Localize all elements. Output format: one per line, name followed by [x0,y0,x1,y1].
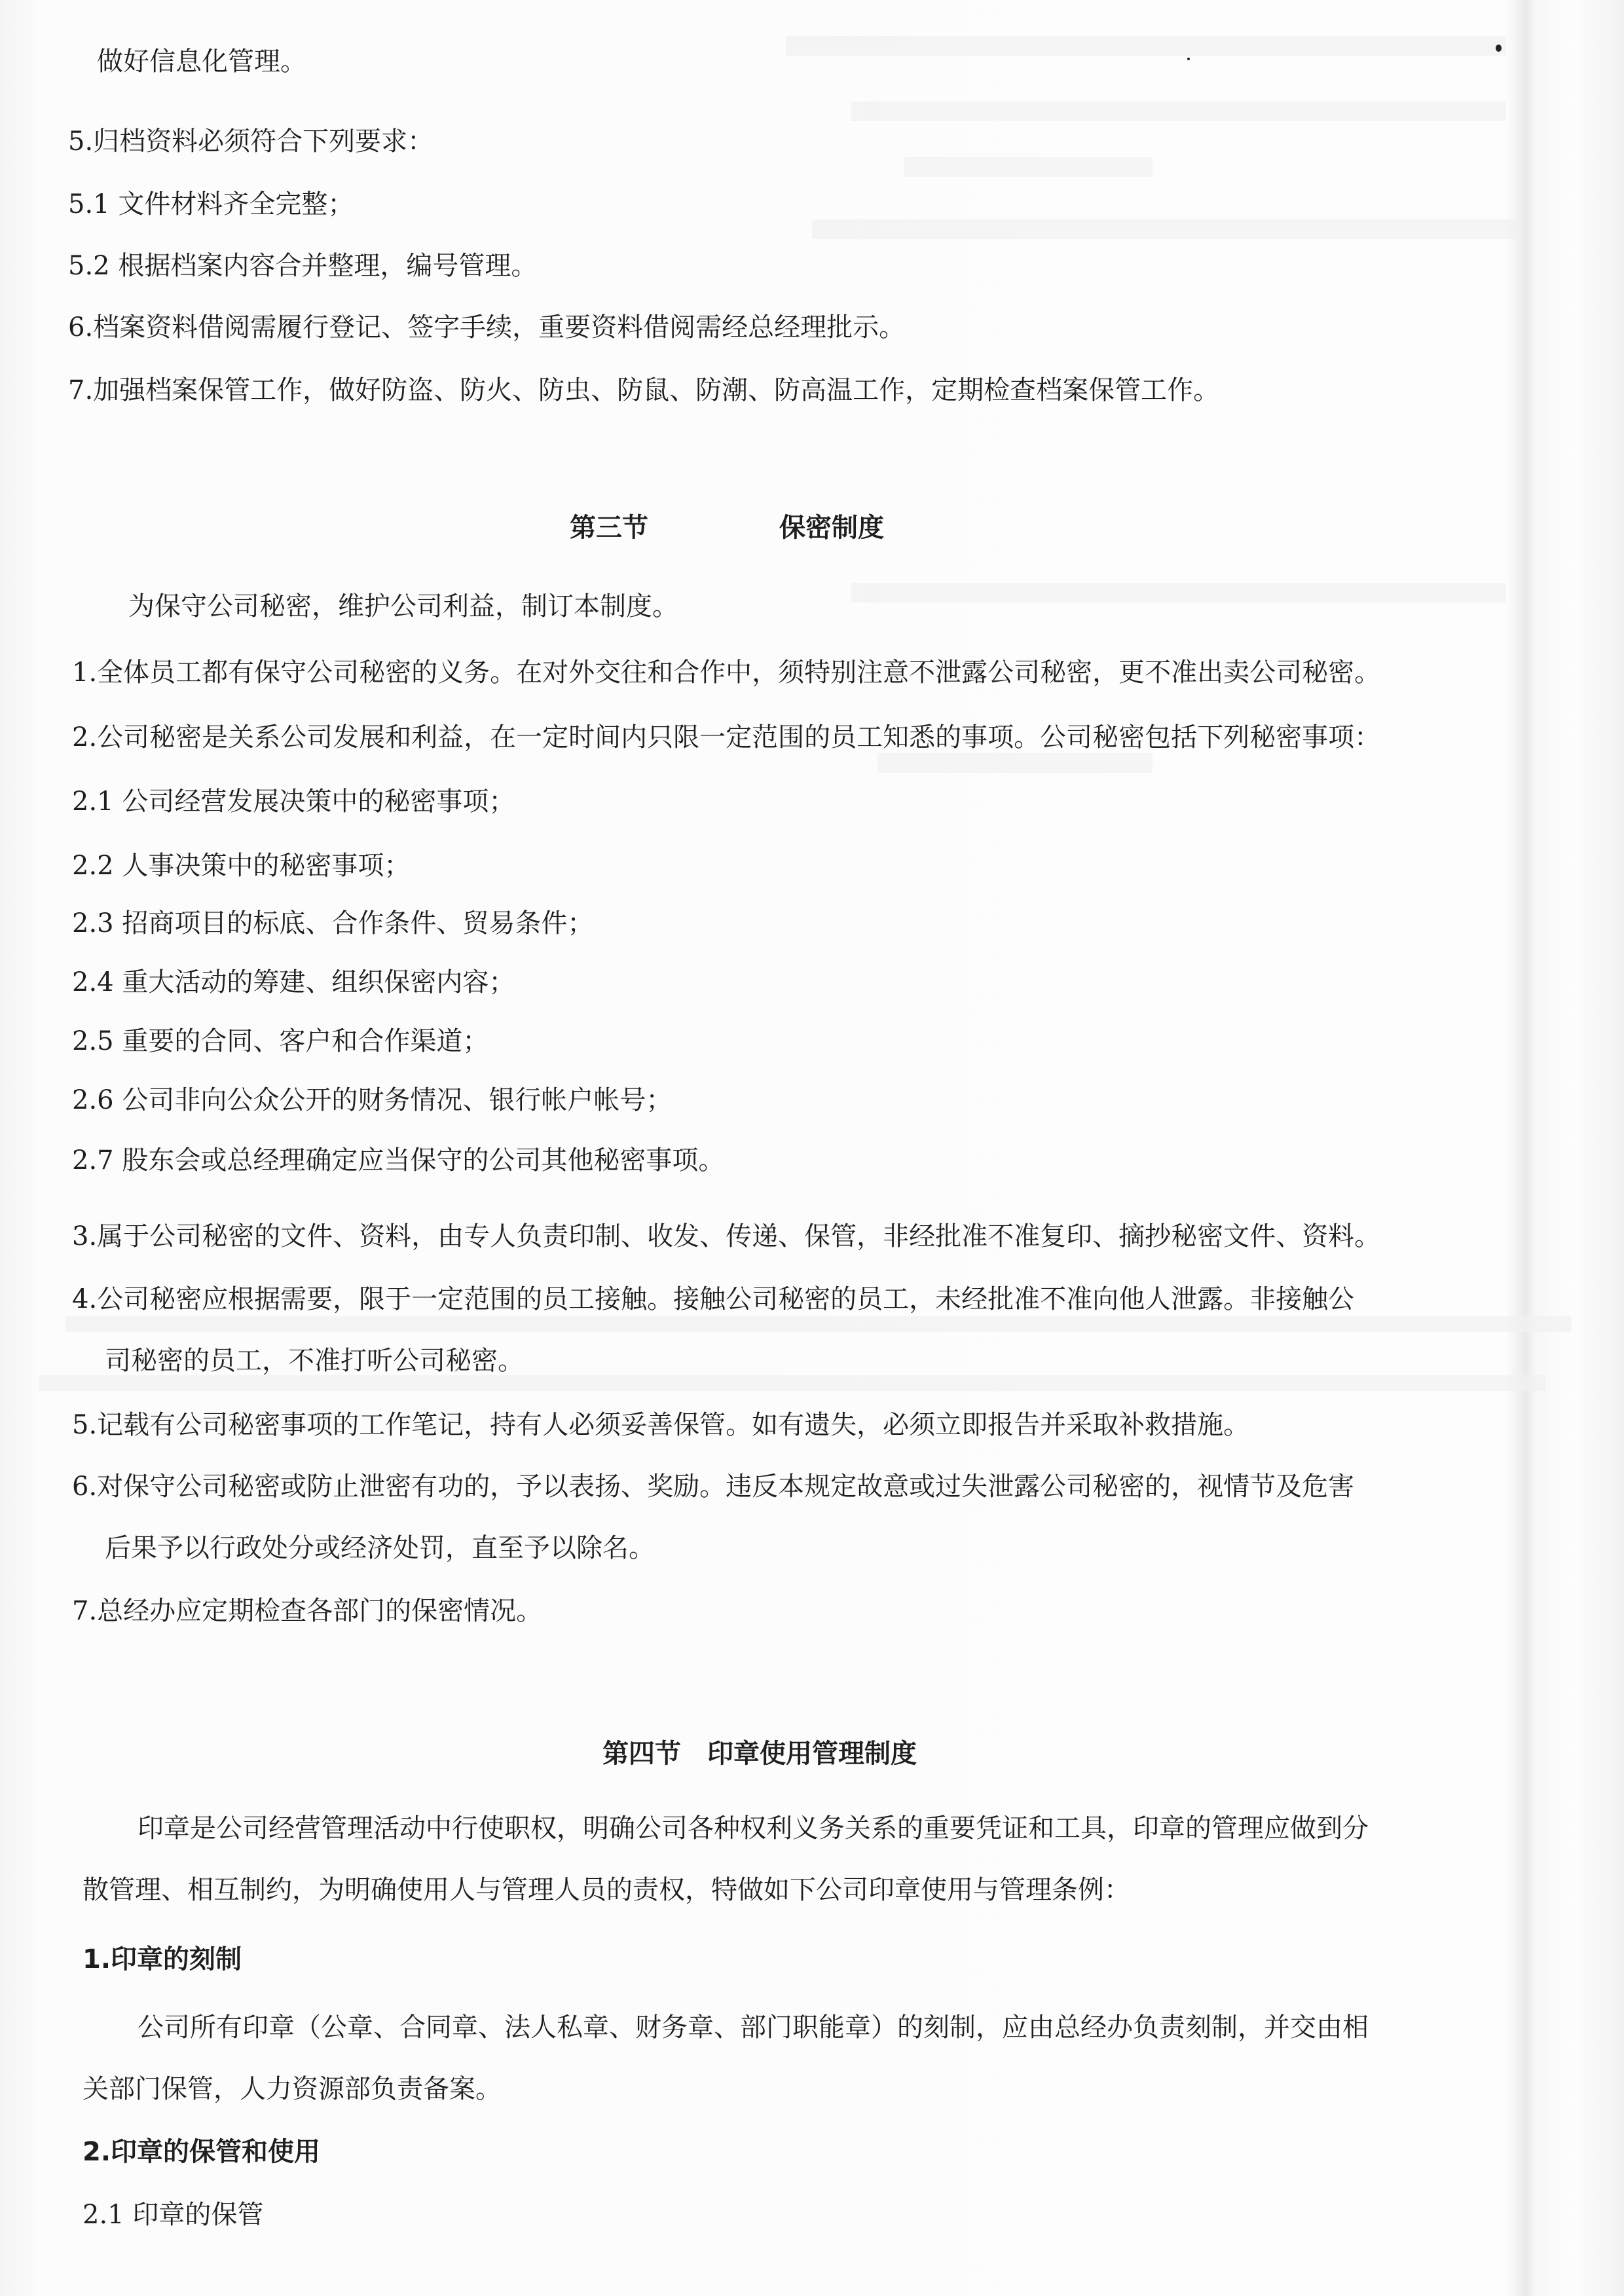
list-item: 6.档案资料借阅需履行登记、签字手续，重要资料借阅需经总经理批示。 [68,312,906,343]
section-intro: 为保守公司秘密，维护公司利益，制订本制度。 [128,591,678,621]
body-line: 公司所有印章（公章、合同章、法人私章、财务章、部门职能章）的刻制，应由总经办负责刻制，并交由相 [138,2012,1369,2043]
subsection-title: 2.印章的保管和使用 [83,2137,321,2167]
bleed-through [904,157,1153,177]
bleed-through [786,36,1506,56]
list-item: 2.4 重大活动的筹建、组织保密内容； [72,967,515,997]
section-intro: 印章是公司经营管理活动中行使职权，明确公司各种权利义务关系的重要凭证和工具，印章的管理应做到分 [138,1813,1369,1843]
list-item: 2.6 公司非向公众公开的财务情况、银行帐户帐号； [72,1085,673,1115]
list-item: 2.公司秘密是关系公司发展和利益，在一定时间内只限一定范围的员工知悉的事项。公司秘密包括下列秘密事项： [72,722,1381,752]
list-item: 2.2 人事决策中的秘密事项； [72,851,411,881]
list-item: 5.记载有公司秘密事项的工作笔记，持有人必须妥善保管。如有遗失，必须立即报告并采取补救措施。 [72,1410,1250,1440]
bleed-through [65,1316,1572,1332]
bleed-through [851,583,1506,602]
body-line: 做好信息化管理。 [97,46,306,77]
list-item: 3.属于公司秘密的文件、资料，由专人负责印制、收发、传递、保管，非经批准不准复印、摘抄秘密文件、资料。 [72,1221,1381,1251]
list-item: 2.1 公司经营发展决策中的秘密事项； [72,787,515,817]
list-item: 5.2 根据档案内容合并整理，编号管理。 [68,251,538,281]
section-heading: 第四节 印章使用管理制度 [602,1739,917,1769]
section-intro: 散管理、相互制约，为明确使用人与管理人员的责权，特做如下公司印章使用与管理条例： [83,1875,1130,1905]
section-number: 第三节 [570,513,648,543]
list-item-continuation: 后果予以行政处分或经济处罚，直至予以除名。 [105,1533,655,1563]
list-item: 5.1 文件材料齐全完整； [68,189,354,219]
body-line: 关部门保管，人力资源部负责备案。 [83,2074,502,2104]
scan-speck [1187,58,1190,60]
list-item: 5.归档资料必须符合下列要求： [68,126,434,157]
list-item: 2.3 招商项目的标底、合作条件、贸易条件； [72,908,594,938]
list-item: 6.对保守公司秘密或防止泄密有功的，予以表扬、奖励。违反本规定故意或过失泄露公司秘密的，视情节及危害 [72,1472,1355,1502]
scan-speck [1496,45,1502,52]
list-item: 2.5 重要的合同、客户和合作渠道； [72,1026,489,1056]
list-item: 1.全体员工都有保守公司秘密的义务。在对外交往和合作中，须特别注意不泄露公司秘密，更不准出卖公司秘密。 [72,657,1381,688]
bleed-through [851,102,1506,121]
bleed-through [39,1375,1545,1391]
list-item: 7.总经办应定期检查各部门的保密情况。 [72,1596,543,1626]
subsection-title: 1.印章的刻制 [83,1944,242,1974]
list-item: 2.7 股东会或总经理确定应当保守的公司其他秘密事项。 [72,1145,725,1176]
body-line: 2.1 印章的保管 [83,2200,264,2230]
bleed-through [877,753,1153,773]
list-item-continuation: 司秘密的员工，不准打听公司秘密。 [105,1346,524,1376]
section-title: 保密制度 [779,513,884,543]
list-item: 7.加强档案保管工作，做好防盗、防火、防虫、防鼠、防潮、防高温工作，定期检查档案保管工作。 [68,375,1220,405]
list-item: 4.公司秘密应根据需要，限于一定范围的员工接触。接触公司秘密的员工，未经批准不准向他人泄露。非接触公 [72,1284,1355,1314]
bleed-through [812,219,1519,239]
